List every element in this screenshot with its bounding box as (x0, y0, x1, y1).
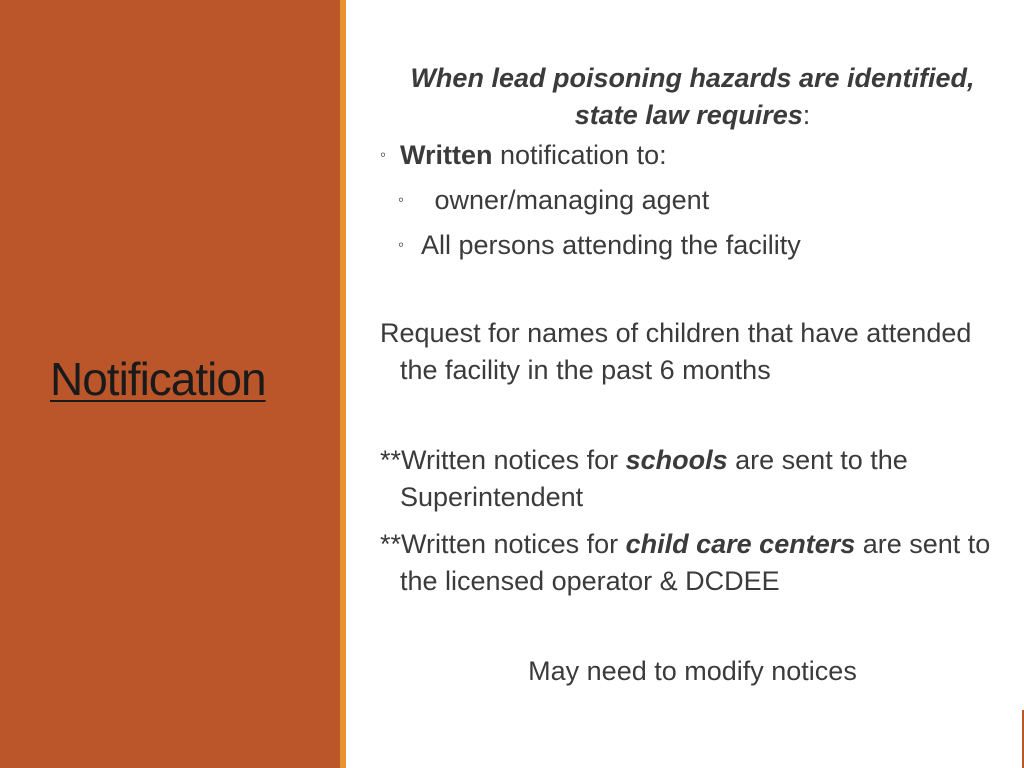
bullet-all-persons (380, 228, 1005, 262)
notice-prefix: **Written notices for (380, 529, 626, 559)
bullet-text: notification to: (492, 140, 667, 170)
bullet-bold-text: Written (400, 140, 493, 170)
closing-note: May need to modify notices (528, 656, 857, 686)
bullet-dot-icon: ◦ (380, 145, 387, 164)
bullet-owner-agent (380, 183, 1005, 217)
bullet-dot-icon: ◦ (398, 190, 405, 209)
schools-notice (380, 442, 1005, 516)
notice-emphasis: child care centers (625, 529, 856, 559)
intro-colon: : (802, 100, 811, 130)
child-care-notice (380, 526, 1005, 600)
intro-emphasis: When lead poisoning hazards are identified, state law requires (410, 63, 975, 130)
notice-suffix: are sent to the licensed operator & DCDEE (400, 529, 991, 596)
bullet-text: All persons attending the facility (421, 230, 801, 260)
notice-suffix: are sent to the Superintendent (400, 445, 908, 512)
request-paragraph: Request for names of children that have attended the facility in the past 6 months (380, 318, 972, 385)
bullet-dot-icon: ◦ (398, 235, 405, 254)
slide-title: Notification (50, 353, 266, 405)
bullet-written-notification (380, 138, 1005, 172)
bullet-text: owner/managing agent (427, 185, 710, 215)
notice-emphasis: schools (625, 445, 728, 475)
slide-body (380, 60, 1005, 690)
accent-bar (340, 0, 346, 768)
intro-text (380, 60, 1005, 134)
notice-prefix: **Written notices for (380, 445, 626, 475)
